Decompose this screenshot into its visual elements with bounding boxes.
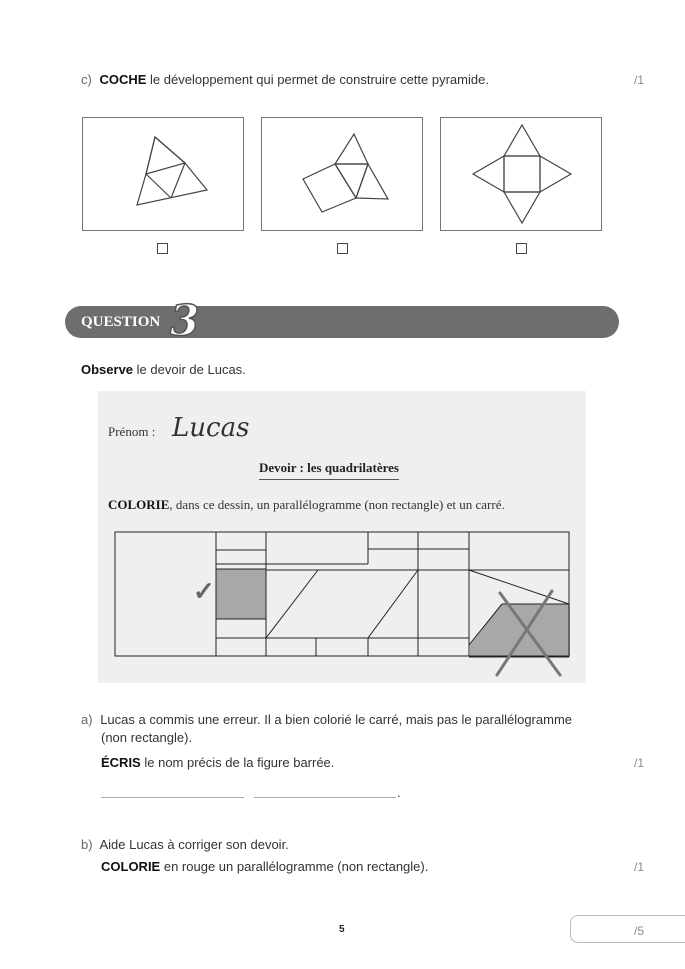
net-option-2-drawing [262,118,422,230]
net-option-3 [440,117,602,231]
part-c-score: /1 [634,73,645,87]
answer-line-2[interactable] [254,797,396,798]
prenom-value: Lucas [172,413,250,443]
part-c-text: le développement qui permet de construire cette pyramide. [150,72,489,87]
total-score-box [570,915,685,943]
part-a-line1: Lucas a commis une erreur. Il a bien colorié le carré, mais pas le parallélogramme [100,712,573,727]
part-a-instruction-text: le nom précis de la figure barrée. [144,755,335,770]
homework-title: Devoir : les quadrilatères [259,460,399,480]
part-a-letter: a) [81,712,93,727]
question-number: 3 [170,296,200,345]
intro-verb: Observe [81,362,134,377]
option-3-checkbox[interactable] [516,243,527,254]
part-b-letter: b) [81,837,93,852]
part-c-prompt [81,72,489,87]
total-score: /5 [634,924,645,938]
question-label: QUESTION [81,314,161,330]
homework-instruction-text: , dans ce dessin, un parallélogramme (non rectangle) et un carré. [169,497,505,512]
check-mark-icon: ✓ [193,576,215,606]
part-b-verb: COLORIE [101,859,161,874]
part-a-text [81,711,572,747]
part-b-score: /1 [634,860,645,874]
part-a-line2: (non rectangle). [101,730,193,745]
colored-trapezoid [470,604,570,657]
part-c-letter: c) [81,72,92,87]
net-option-1-drawing [83,118,243,230]
intro-text [81,362,246,377]
homework-instruction-verb: COLORIE [108,497,170,512]
homework-instruction [108,497,505,513]
part-b-line: Aide Lucas à corriger son devoir. [99,837,289,852]
part-b-instruction [101,859,428,874]
colored-square [216,569,266,619]
part-a-verb: ÉCRIS [101,755,141,770]
quadrilateral-drawing [110,527,580,682]
answer-end-punct: . [397,785,401,800]
part-b-instruction-text: en rouge un parallélogramme (non rectangle). [163,859,429,874]
part-c-verb: COCHE [99,72,147,87]
net-option-2 [261,117,423,231]
net-option-3-drawing [441,118,601,230]
part-a-score: /1 [634,756,645,770]
option-1-checkbox[interactable] [157,243,168,254]
part-a-instruction [101,755,334,770]
net-option-1 [82,117,244,231]
option-2-checkbox[interactable] [337,243,348,254]
page-number: 5 [339,924,345,935]
answer-line-1[interactable] [101,797,244,798]
part-b-text [81,837,289,852]
prenom-label: Prénom : [108,424,156,439]
intro-rest: le devoir de Lucas. [136,362,246,377]
